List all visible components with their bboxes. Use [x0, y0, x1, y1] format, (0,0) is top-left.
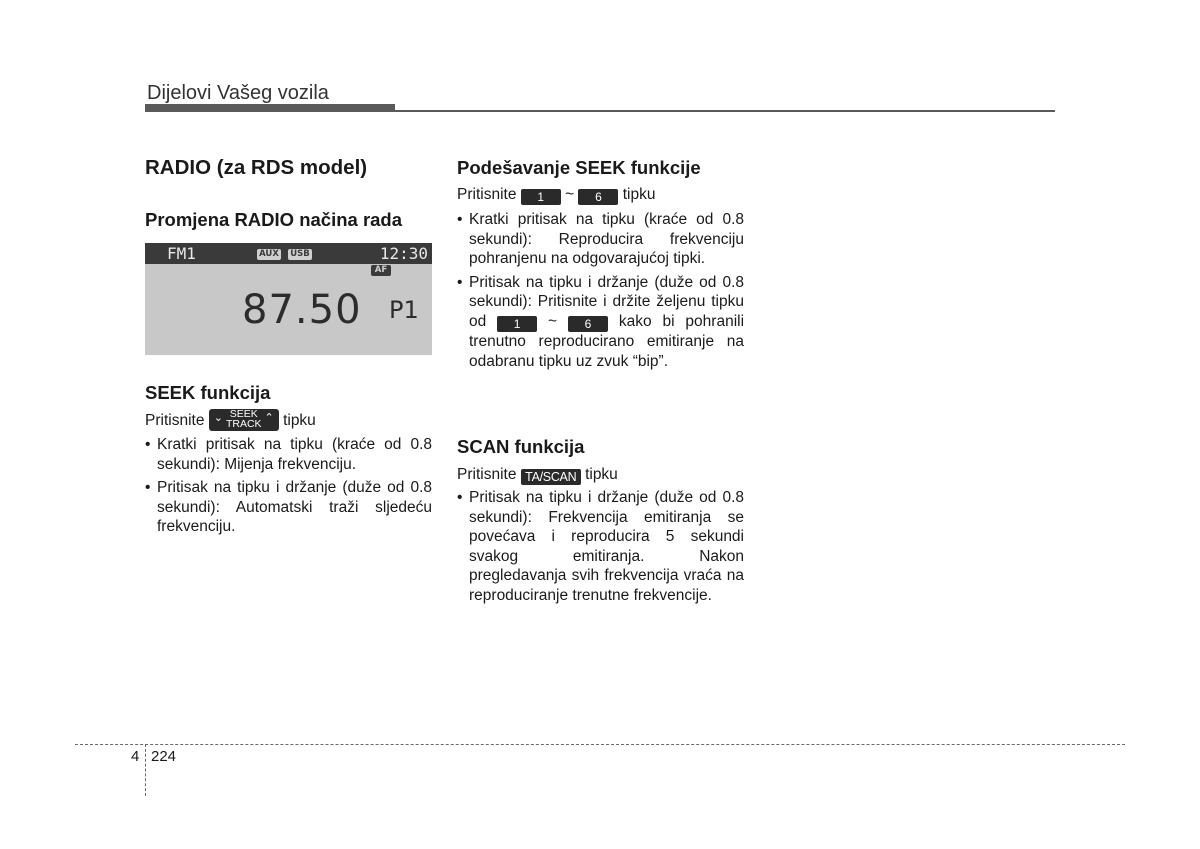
chapter-number: 4 — [131, 748, 140, 765]
list-item: • Pritisak na tipku i držanje (duže od 0.8 sekundi): Automatski traži sljedeću frekvenciju. — [145, 478, 432, 537]
display-frequency: 87.50 — [242, 287, 362, 333]
seek-press-suffix: tipku — [283, 412, 316, 429]
display-af-badge: AF — [371, 265, 391, 276]
display-aux-badge: AUX — [257, 249, 281, 260]
list-item: • Pritisak na tipku i držanje (duže od 0.8 sekundi): Frekvencija emitiranja se povećava i reproducira 5 sekundi svakog emitiranja. Nakon pregledavanja svih frekvencija vraća na reproduciranje trenutne frekvencije. — [457, 488, 744, 606]
seek-key-label-bottom: TRACK — [225, 418, 262, 430]
preset-bullet2-text-b: kako bi pohranili trenutno reproducirano emitiranje na odabranu tipku uz zvuk “bip”. — [469, 312, 745, 370]
chevron-up-icon: ⌃ — [264, 412, 274, 424]
scan-bullet-list — [457, 488, 744, 610]
preset-press-line — [457, 185, 656, 205]
preset-key-6-inline: 6 — [568, 316, 608, 332]
preset-bullet-list — [457, 210, 744, 375]
preset-press-prefix: Pritisnite — [457, 186, 517, 203]
chevron-down-icon: ⌄ — [213, 412, 223, 424]
seek-press-prefix: Pritisnite — [145, 412, 205, 429]
list-item — [457, 273, 744, 371]
display-preset: P1 — [389, 296, 419, 324]
preset-bullet2-text-a: Pritisak na tipku i držanje (duže od 0.8 sekundi): Pritisnite i držite želјenu tipku od — [469, 273, 744, 330]
scan-press-suffix: tipku — [585, 466, 618, 483]
display-band: FM1 — [167, 244, 196, 263]
preset-press-suffix: tipku — [622, 186, 656, 203]
ta-scan-key: TA/SCAN — [521, 469, 581, 485]
radio-display-illustration — [145, 243, 432, 355]
preset-key-1: 1 — [521, 189, 561, 205]
preset-key-1-inline: 1 — [497, 316, 537, 332]
footer-divider — [145, 744, 146, 796]
tilde: ~ — [565, 186, 575, 203]
list-item: • Kratki pritisak na tipku (kraće od 0.8 sekundi): Mijenja frekvenciju. — [145, 435, 432, 474]
scan-press-line — [457, 465, 618, 485]
seek-press-line — [145, 409, 316, 431]
list-item: • Kratki pritisak na tipku (kraće od 0.8 sekundi): Reproducira frekvenciju pohranjenu na odgovarajućoj tipki. — [457, 210, 744, 269]
tilde-inline: ~ — [548, 312, 558, 330]
display-status-bar — [145, 243, 432, 264]
page-number: 224 — [151, 748, 177, 765]
seek-key-label-top: SEEK — [229, 408, 258, 420]
scan-press-prefix: Pritisnite — [457, 466, 517, 483]
subheading-seek: SEEK funkcija — [145, 382, 271, 403]
seek-track-key — [209, 409, 279, 431]
subheading-preset-seek: Podešavanje SEEK funkcije — [457, 157, 701, 178]
header-rule — [145, 110, 1055, 112]
footer-rule — [75, 744, 1125, 745]
preset-key-6: 6 — [578, 189, 618, 205]
seek-bullet-list — [145, 435, 432, 541]
display-clock: 12:30 — [379, 244, 428, 263]
display-usb-badge: USB — [288, 249, 312, 260]
page-header-title: Dijelovi Vašeg vozila — [147, 82, 329, 104]
section-heading-radio: RADIO (za RDS model) — [145, 156, 368, 179]
subheading-radio-mode: Promjena RADIO načina rada — [145, 209, 403, 230]
subheading-scan: SCAN funkcija — [457, 436, 585, 457]
